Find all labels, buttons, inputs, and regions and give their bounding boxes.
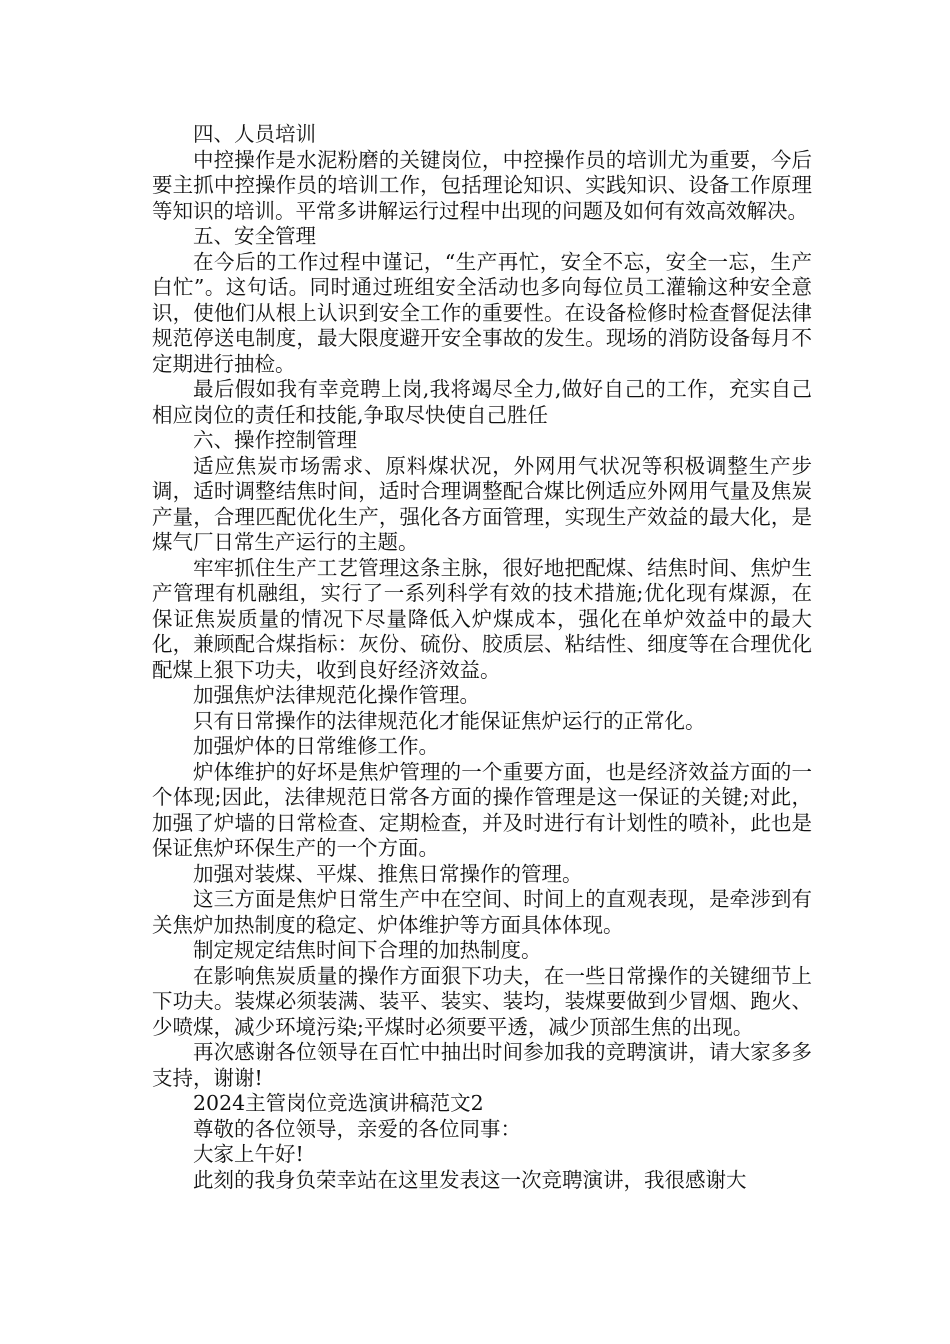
speech-title: 2024主管岗位竞选演讲稿范文2 xyxy=(193,1091,484,1115)
paragraph: 炉体维护的好坏是焦炉管理的一个重要方面，也是经济效益方面的一个体现;因此，法律规范日常各方面的操作管理是这一保证的关键;对此，加强了炉墙的日常检查、定期检查，并及时进行有计划性的喷补，此也是保证焦炉环保生产的一个方面。 xyxy=(152,759,812,860)
paragraph: 此刻的我身负荣幸站在这里发表这一次竞聘演讲，我很感谢大 xyxy=(193,1167,747,1192)
section-heading-training: 四、人员培训 xyxy=(193,122,316,146)
paragraph: 加强焦炉法律规范化操作管理。 xyxy=(193,683,480,707)
section-heading-safety: 五、安全管理 xyxy=(193,224,316,248)
paragraph: 这三方面是焦炉日常生产中在空间、时间上的直观表现，是牵涉到有关焦炉加热制度的稳定、炉体维护等方面具体体现。 xyxy=(152,887,812,937)
document-body xyxy=(152,122,812,1193)
paragraph: 只有日常操作的法律规范化才能保证焦炉运行的正常化。 xyxy=(193,708,706,733)
section-heading-operation: 六、操作控制管理 xyxy=(193,428,357,452)
paragraph: 最后假如我有幸竞聘上岗,我将竭尽全力,做好自己的工作，充实自己相应岗位的责任和技能,争取尽快使自己胜任 xyxy=(152,377,812,427)
paragraph: 在影响焦炭质量的操作方面狠下功夫，在一些日常操作的关键细节上下功夫。装煤必须装满、装平、装实、装均，装煤要做到少冒烟、跑火、少喷煤，减少环境污染;平煤时必须要平透，减少顶部生焦的出现。 xyxy=(152,963,812,1039)
paragraph: 适应焦炭市场需求、原料煤状况，外网用气状况等积极调整生产步调，适时调整结焦时间，适时合理调整配合煤比例适应外网用气量及焦炭产量，合理匹配优化生产，强化各方面管理，实现生产效益的最大化，是煤气厂日常生产运行的主题。 xyxy=(152,453,812,554)
paragraph: 中控操作是水泥粉磨的关键岗位，中控操作员的培训尤为重要，今后要主抓中控操作员的培训工作，包括理论知识、实践知识、设备工作原理等知识的培训。平常多讲解运行过程中出现的问题及如何有效高效解决。 xyxy=(152,147,812,223)
paragraph: 牢牢抓住生产工艺管理这条主脉，很好地把配煤、结焦时间、焦炉生产管理有机融组，实行了一系列科学有效的技术措施;优化现有煤源，在保证焦炭质量的情况下尽量降低入炉煤成本，强化在单炉效益中的最大化，兼顾配合煤指标：灰份、硫份、胶质层、粘结性、细度等在合理优化配煤上狠下功夫，收到良好经济效益。 xyxy=(152,555,812,682)
paragraph: 加强对装煤、平煤、推焦日常操作的管理。 xyxy=(193,861,583,886)
paragraph: 再次感谢各位领导在百忙中抽出时间参加我的竞聘演讲，请大家多多支持，谢谢! xyxy=(152,1040,812,1090)
paragraph: 在今后的工作过程中谨记，“生产再忙，安全不忘，安全一忘，生产白忙”。这句话。同时通过班组安全活动也多向每位员工灌输这种安全意识，使他们从根上认识到安全工作的重要性。在设备检修时检查督促法律规范停送电制度，最大限度避开安全事故的发生。现场的消防设备每月不定期进行抽检。 xyxy=(152,249,812,376)
paragraph: 制定规定结焦时间下合理的加热制度。 xyxy=(193,938,542,962)
greeting: 大家上午好! xyxy=(193,1142,304,1166)
salutation: 尊敬的各位领导，亲爱的各位同事： xyxy=(193,1116,521,1141)
paragraph: 加强炉体的日常维修工作。 xyxy=(193,734,439,758)
